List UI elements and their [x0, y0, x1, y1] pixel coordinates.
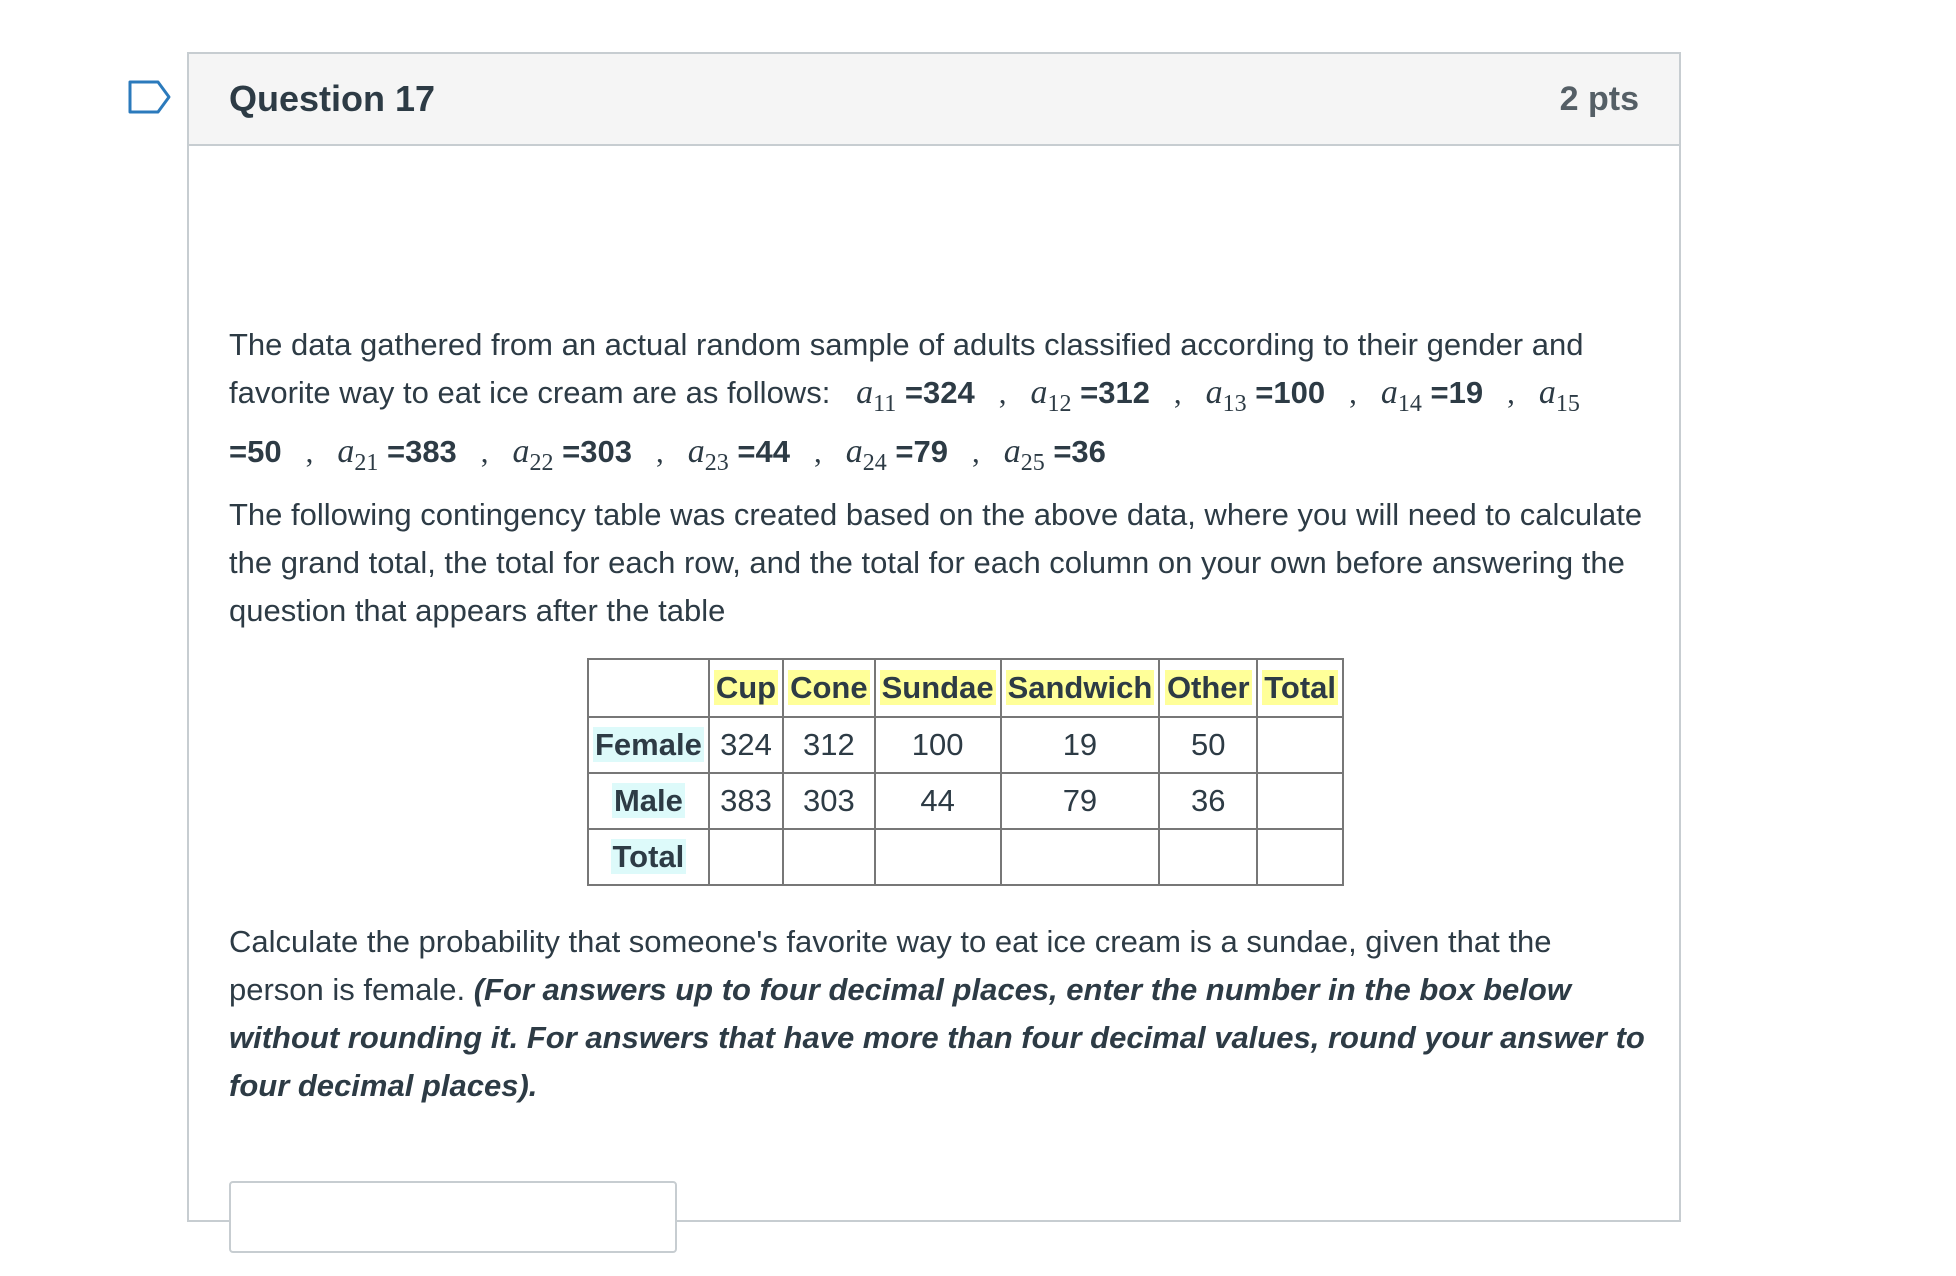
question-points: 2 pts: [1559, 79, 1639, 118]
variable-term: $a_{13} =100$: [1205, 374, 1326, 417]
table-row: [588, 829, 1343, 885]
table-cell: [1159, 829, 1257, 885]
question-card: [187, 52, 1681, 1222]
question-title: Question 17: [229, 78, 436, 119]
variable-term: $a_{23} =44$: [687, 432, 790, 476]
column-header: Sandwich: [1001, 659, 1160, 717]
table-cell: [1257, 829, 1343, 885]
table-intro-paragraph: The following contingency table was created based on the above data, where you will need to calculate the grand total, the total for each row, and the total for each column on your own before answering the question that appears after the table: [229, 497, 1643, 628]
table-cell: [709, 829, 783, 885]
variable-term: $a_{25} =36$: [1003, 432, 1106, 476]
table-cell: [1257, 717, 1343, 773]
variable-term: $a_{15} =50$: [229, 374, 1580, 469]
table-row: [588, 717, 1343, 773]
variable-term: $a_{12} =312$: [1030, 374, 1150, 417]
intro-text: The data gathered from an actual random sample of adults classified according to their gender and favorite way to eat ice cream are as follows:: [229, 327, 1584, 410]
row-label: Total: [588, 829, 709, 885]
table-cell: 44: [875, 773, 1001, 829]
variable-separator: ,: [971, 433, 980, 469]
bookmark-flag-icon[interactable]: [128, 80, 172, 114]
column-header: Cone: [783, 659, 875, 717]
table-cell: 324: [709, 717, 783, 773]
table-corner-cell: [588, 659, 709, 717]
answer-input[interactable]: [229, 1181, 677, 1253]
table-cell: [1001, 829, 1160, 885]
row-label: Male: [588, 773, 709, 829]
variable-term: $a_{11} =324$: [856, 374, 975, 417]
table-cell: 100: [875, 717, 1001, 773]
column-header: Other: [1159, 659, 1257, 717]
question-prompt-paragraph: [229, 918, 1649, 1110]
contingency-table: [587, 658, 1344, 886]
column-header: Total: [1257, 659, 1343, 717]
variable-separator: ,: [813, 433, 822, 469]
variable-separator: ,: [1173, 375, 1182, 410]
table-cell: 36: [1159, 773, 1257, 829]
variable-separator: ,: [656, 433, 664, 469]
table-cell: 19: [1001, 717, 1160, 773]
variable-separator: ,: [1507, 375, 1515, 410]
variable-separator: ,: [998, 375, 1007, 410]
variable-separator: ,: [480, 433, 489, 469]
variable-term: $a_{14} =19$: [1380, 374, 1484, 417]
table-header-row: [588, 659, 1343, 717]
table-cell: [783, 829, 875, 885]
answer-instructions: (For answers up to four decimal places, enter the number in the box below without rounding it. For answers that have more than four decimal values, round your answer to four decimal places).: [229, 972, 1645, 1103]
variable-term: $a_{24} =79$: [845, 432, 948, 476]
table-cell: 79: [1001, 773, 1160, 829]
row-label: Female: [588, 717, 709, 773]
column-header: Cup: [709, 659, 783, 717]
question-header: [189, 54, 1679, 146]
question-prompt: Calculate the probability that someone's favorite way to eat ice cream is a sundae, given that the person is female.: [229, 924, 1552, 1007]
table-cell: 303: [783, 773, 875, 829]
variable-term: $a_{21} =383$: [337, 432, 457, 476]
table-cell: 312: [783, 717, 875, 773]
data-paragraph: [229, 321, 1649, 487]
column-header: Sundae: [875, 659, 1001, 717]
table-cell: 383: [709, 773, 783, 829]
variable-term: $a_{22} =303$: [512, 432, 632, 476]
table-cell: [875, 829, 1001, 885]
table-cell: 50: [1159, 717, 1257, 773]
variable-separator: ,: [305, 433, 314, 469]
table-cell: [1257, 773, 1343, 829]
variable-separator: ,: [1349, 375, 1357, 410]
table-row: [588, 773, 1343, 829]
